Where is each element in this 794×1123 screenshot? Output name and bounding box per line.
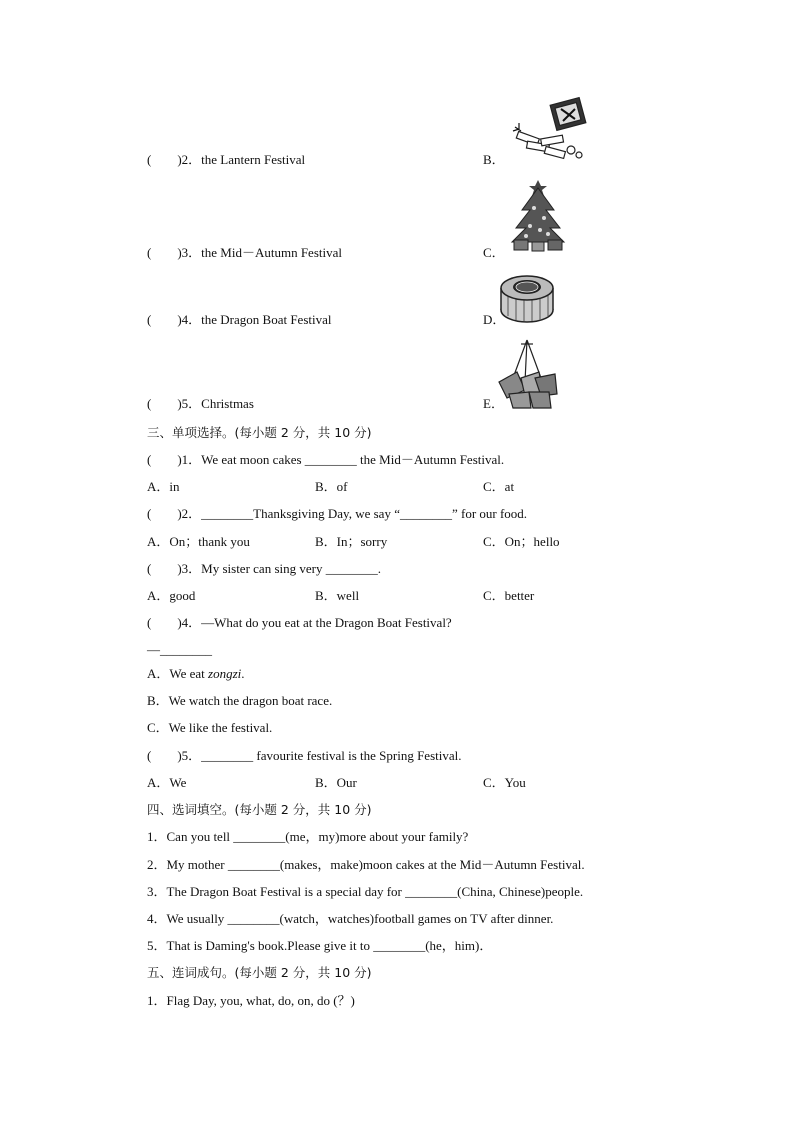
s3-q3-option-c: C．better xyxy=(483,588,535,603)
s3-q5-option-b: B．Our xyxy=(315,775,357,790)
section3-heading: 三、单项选择。(每小题 2 分，共 10 分) xyxy=(147,425,372,440)
firecrackers-icon xyxy=(505,95,595,165)
zongzi-icon xyxy=(495,338,561,410)
s3-q4-answer-line: —________ xyxy=(147,642,212,657)
christmas-tree-icon xyxy=(508,178,568,254)
s5-item-1: 1．Flag Day, you, what, do, on, do (？) xyxy=(147,993,355,1008)
s3-q3-option-b: B．well xyxy=(315,588,360,603)
s3-q4-option-a xyxy=(147,666,245,682)
s3-question-5: ( )5．________ favourite festival is the Spring Festival. xyxy=(147,748,462,763)
s4-item-4: 4．We usually ________(watch，watches)football games on TV after dinner. xyxy=(147,911,554,926)
section5-heading: 五、连词成句。(每小题 2 分，共 10 分) xyxy=(147,965,372,980)
matching-letter-c: C． xyxy=(483,245,505,260)
matching-letter-b: B． xyxy=(483,152,505,167)
s3-question-4: ( )4．—What do you eat at the Dragon Boat Festival? xyxy=(147,615,452,630)
mooncake-icon xyxy=(498,270,556,326)
s4-item-5: 5．That is Daming's book.Please give it to ________(he，him)． xyxy=(147,938,493,953)
s3-q5-option-a: A．We xyxy=(147,775,187,790)
s3-question-2: ( )2．________Thanksgiving Day, we say “________” for our food. xyxy=(147,506,528,521)
s3-q3-option-a: A．good xyxy=(147,588,196,603)
matching-item-4: ( )4．the Dragon Boat Festival xyxy=(147,312,332,327)
s3-question-3: ( )3．My sister can sing very ________. xyxy=(147,561,381,576)
s3-q4-option-c: C．We like the festival. xyxy=(147,720,273,735)
s3-q2-option-c: C．On；hello xyxy=(483,534,560,549)
section4-heading: 四、选词填空。(每小题 2 分，共 10 分) xyxy=(147,802,372,817)
s3-q4-option-a-prefix: A．We eat xyxy=(147,666,209,681)
matching-item-2: ( )2．the Lantern Festival xyxy=(147,152,306,167)
s3-q1-option-a: A．in xyxy=(147,479,180,494)
matching-letter-d: D． xyxy=(483,312,506,327)
s3-q4-option-a-suffix: . xyxy=(241,666,245,681)
s3-q4-option-b: B．We watch the dragon boat race. xyxy=(147,693,333,708)
s3-q5-option-c: C．You xyxy=(483,775,526,790)
s3-q1-option-c: C．at xyxy=(483,479,515,494)
matching-item-5: ( )5．Christmas xyxy=(147,396,254,411)
s4-item-3: 3．The Dragon Boat Festival is a special day for ________(China, Chinese)people. xyxy=(147,884,584,899)
matching-item-3: ( )3．the Mid－Autumn Festival xyxy=(147,245,342,260)
matching-letter-e: E． xyxy=(483,396,504,411)
s3-q1-option-b: B．of xyxy=(315,479,348,494)
s4-item-2: 2．My mother ________(makes，make)moon cakes at the Mid－Autumn Festival. xyxy=(147,857,585,872)
s3-question-1: ( )1．We eat moon cakes ________ the Mid－Autumn Festival. xyxy=(147,452,505,467)
s3-q2-option-a: A．On；thank you xyxy=(147,534,250,549)
s3-q2-option-b: B．In；sorry xyxy=(315,534,388,549)
s3-q4-option-a-word: zongzi xyxy=(208,666,242,681)
s4-item-1: 1．Can you tell ________(me，my)more about your family? xyxy=(147,829,469,844)
